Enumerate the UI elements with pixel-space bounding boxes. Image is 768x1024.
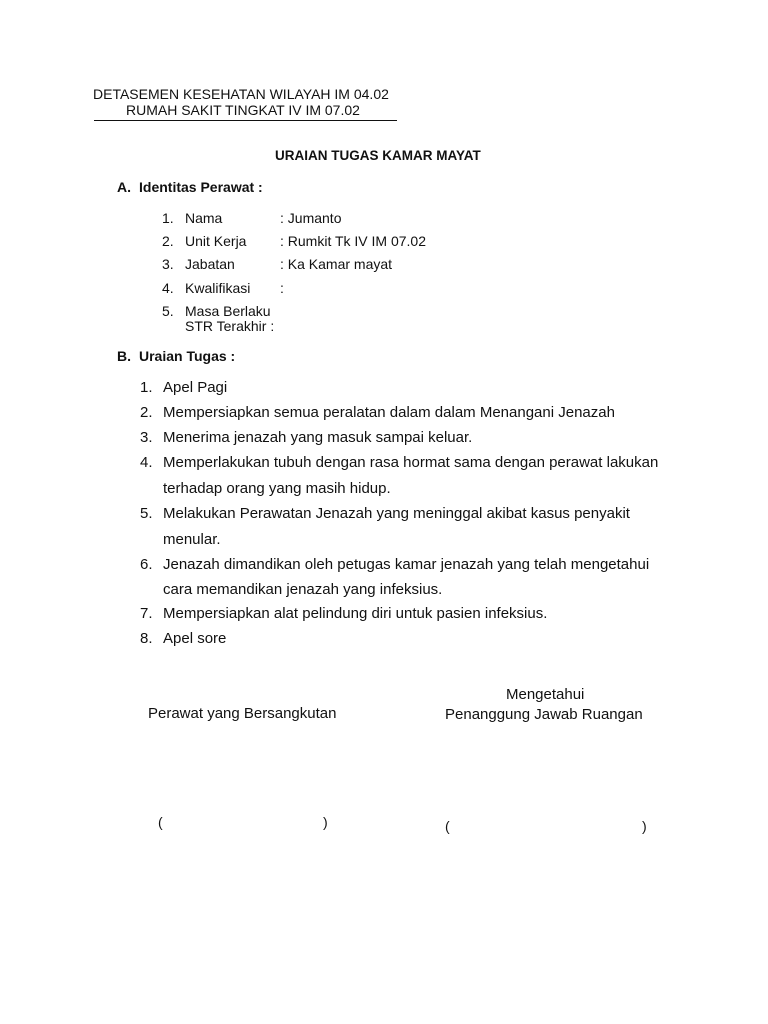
task-continuation: cara memandikan jenazah yang infeksius. xyxy=(163,581,443,598)
header-underline xyxy=(94,120,397,121)
task-text: Memperlakukan tubuh dengan rasa hormat sama dengan perawat lakukan xyxy=(163,454,659,471)
identity-item-label-2: STR Terakhir xyxy=(185,318,267,334)
identity-item xyxy=(162,210,341,226)
task-item xyxy=(140,429,472,446)
task-text: Jenazah dimandikan oleh petugas kamar jenazah yang telah mengetahui xyxy=(163,556,650,573)
task-number: 8. xyxy=(140,630,153,647)
section-a-title: Identitas Perawat : xyxy=(139,179,263,195)
task-number: 4. xyxy=(140,454,153,471)
identity-item xyxy=(162,280,284,296)
document-title: URAIAN TUGAS KAMAR MAYAT xyxy=(275,148,481,163)
task-item xyxy=(140,556,649,573)
task-text: Mempersiapkan alat pelindung diri untuk pasien infeksius. xyxy=(163,605,548,622)
identity-item-value: : xyxy=(270,318,275,334)
section-a-heading xyxy=(117,179,263,195)
task-item xyxy=(140,605,547,622)
section-b-title: Uraian Tugas : xyxy=(139,348,236,364)
signature-right-top: Mengetahui xyxy=(506,686,585,703)
task-item xyxy=(140,379,227,396)
header-line-1: DETASEMEN KESEHATAN WILAYAH IM 04.02 xyxy=(93,86,389,102)
section-a-letter: A. xyxy=(117,179,131,195)
task-text: Apel Pagi xyxy=(163,379,228,396)
identity-item-value: : xyxy=(280,280,284,296)
task-number: 6. xyxy=(140,556,153,573)
task-item xyxy=(140,630,226,647)
identity-item-number: 5. xyxy=(162,303,174,319)
task-number: 3. xyxy=(140,429,153,446)
identity-item-label: Nama xyxy=(185,210,223,226)
task-number: 2. xyxy=(140,404,153,421)
signature-right-label: Penanggung Jawab Ruangan xyxy=(445,706,643,723)
signature-left-paren-close: ) xyxy=(323,814,328,830)
signature-right-paren-close: ) xyxy=(642,818,647,834)
identity-item-label: Unit Kerja xyxy=(185,233,247,249)
task-text: Melakukan Perawatan Jenazah yang meninggal akibat kasus penyakit xyxy=(163,505,630,522)
identity-item xyxy=(162,256,392,272)
signature-right-paren-open: ( xyxy=(445,818,450,834)
identity-item-value: : Ka Kamar mayat xyxy=(280,256,393,272)
signature-left-label: Perawat yang Bersangkutan xyxy=(148,705,337,722)
identity-item-number: 3. xyxy=(162,256,174,272)
task-text: Mempersiapkan semua peralatan dalam dalam Menangani Jenazah xyxy=(163,404,615,421)
identity-item-number: 4. xyxy=(162,280,174,296)
task-number: 1. xyxy=(140,379,153,396)
task-number: 7. xyxy=(140,605,153,622)
task-item xyxy=(140,404,615,421)
identity-item xyxy=(162,233,426,249)
task-continuation: terhadap orang yang masih hidup. xyxy=(163,480,391,497)
signature-left-paren-open: ( xyxy=(158,814,163,830)
identity-item-label: Kwalifikasi xyxy=(185,280,251,296)
task-number: 5. xyxy=(140,505,153,522)
identity-item-number: 2. xyxy=(162,233,174,249)
identity-item-value: : Jumanto xyxy=(280,210,342,226)
identity-item-label: Masa Berlaku xyxy=(185,303,271,319)
task-item xyxy=(140,505,630,522)
identity-item-label: Jabatan xyxy=(185,256,235,272)
section-b-heading xyxy=(117,348,235,364)
task-item xyxy=(140,454,658,471)
identity-item-number: 1. xyxy=(162,210,174,226)
identity-item-value: : Rumkit Tk IV IM 07.02 xyxy=(280,233,427,249)
task-text: Apel sore xyxy=(163,630,227,647)
task-text: Menerima jenazah yang masuk sampai keluar. xyxy=(163,429,473,446)
identity-item xyxy=(162,303,271,319)
identity-item-continuation xyxy=(162,318,274,334)
task-continuation: menular. xyxy=(163,531,221,548)
header-line-2: RUMAH SAKIT TINGKAT IV IM 07.02 xyxy=(126,102,360,118)
section-b-letter: B. xyxy=(117,348,131,364)
